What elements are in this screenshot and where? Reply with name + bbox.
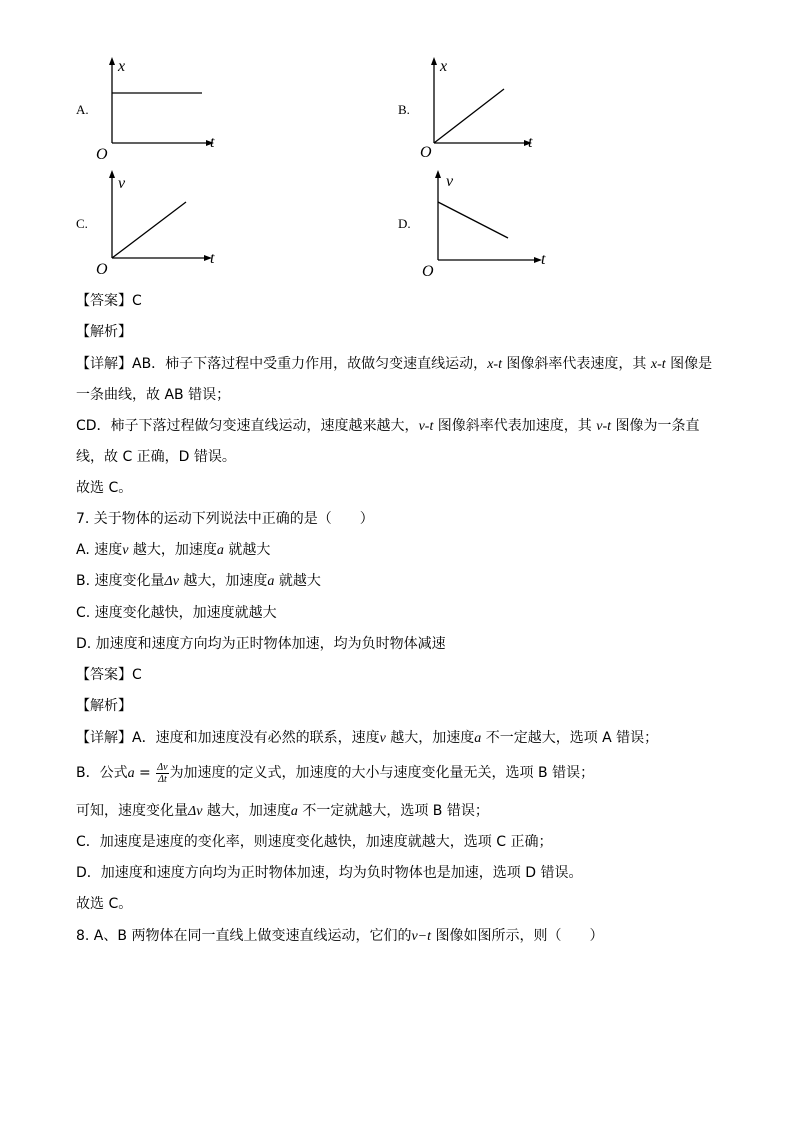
q6-detail-line-1 [76, 354, 712, 375]
option-b-label: B. [398, 102, 410, 117]
q6-detail-tag: 【详解】 [76, 356, 132, 372]
q6-d1-var-1: x-t [487, 357, 502, 372]
graph-c-curve [112, 202, 186, 258]
q7-e1-var-v: v [379, 731, 386, 746]
q7-detail-line-2 [76, 761, 594, 786]
q6-detail-line-4: 线，故 C 正确，D 错误。 [76, 449, 236, 465]
q7-opt-b-text-b: 越大，加速度 [178, 573, 268, 589]
q6-d1-text-b: 图像斜率代表速度，其 [501, 356, 651, 372]
graph-b-xt-rising [410, 55, 550, 165]
q7-e2-text-b: 为加速度的定义式，加速度的大小与速度变化量无关，选项 B 错误； [169, 765, 595, 781]
q7-e1-text-b: 越大，加速度 [385, 730, 475, 746]
q7-detail-line-3 [76, 801, 489, 822]
q7-option-a [76, 540, 270, 561]
q6-detail-line-2: 一条曲线，故 AB 错误； [76, 387, 231, 403]
q7-detail-line-4: C．加速度是速度的变化率，则速度变化越快，加速度就越大，选项 C 正确； [76, 834, 553, 850]
graph-b-origin: O [420, 144, 432, 161]
graph-a-y-label: x [118, 58, 126, 75]
graph-d-vt-falling [410, 168, 560, 282]
q8-stem-text-b: 图像如图所示，则（ ） [431, 928, 604, 944]
q7-e1-var-a: a [474, 731, 482, 746]
q7-e2-fraction [156, 762, 168, 785]
q7-answer-value: C [132, 667, 142, 683]
graph-d-y-label: v [446, 173, 454, 190]
q6-d3-text-a: CD．柿子下落过程做匀变速直线运动，速度越来越大， [76, 418, 419, 434]
q7-e3-text-a: 可知，速度变化量 [76, 803, 188, 819]
graph-d-curve [438, 202, 508, 238]
q7-e2-equals: = [134, 765, 156, 781]
q7-detail-line-1 [76, 728, 658, 749]
q8-stem [76, 926, 603, 947]
q7-opt-b-text-a: B. 速度变化量 [76, 573, 165, 589]
graph-c-y-arrow [109, 170, 115, 178]
graph-b-curve [434, 89, 504, 143]
q6-d3-text-c: 图像为一条直 [611, 418, 700, 434]
q7-e1-text-c: 不一定越大，选项 A 错误； [481, 730, 659, 746]
q7-opt-b-var-dv: Δv [164, 574, 179, 589]
option-a-label: A. [76, 102, 89, 117]
option-d-label: D. [398, 216, 411, 231]
q7-opt-b-var-a: a [267, 574, 275, 589]
q7-option-d: D. 加速度和速度方向均为正时物体加速，均为负时物体减速 [76, 636, 446, 652]
graph-d-x-label: t [541, 251, 546, 268]
q7-option-b [76, 571, 321, 592]
q6-conclusion: 故选 C。 [76, 480, 133, 496]
graph-c-x-label: t [210, 250, 215, 267]
q8-stem-text-a: 8. A、B 两物体在同一直线上做变速直线运动，它们的 [76, 928, 412, 944]
q6-answer [76, 291, 142, 311]
graph-b-y-arrow [431, 57, 437, 65]
graph-a-y-arrow [109, 57, 115, 65]
q7-analysis-tag: 【解析】 [76, 698, 132, 714]
q7-option-c: C. 速度变化越快，加速度就越大 [76, 605, 277, 621]
graph-a-origin: O [96, 146, 108, 163]
q6-d3-var-1: v-t [418, 419, 434, 434]
q7-opt-a-text-b: 越大，加速度 [128, 542, 217, 558]
graph-d-y-arrow [435, 170, 441, 178]
q6-answer-tag: 【答案】 [76, 293, 132, 309]
q7-conclusion: 故选 C。 [76, 896, 133, 912]
q7-opt-a-text-c: 就越大 [223, 542, 271, 558]
q7-stem: 7. 关于物体的运动下列说法中正确的是（ ） [76, 511, 374, 527]
q7-answer-tag: 【答案】 [76, 667, 132, 683]
q6-d1-text-a: AB．柿子下落过程中受重力作用，故做匀变速直线运动， [132, 356, 488, 372]
q7-e2-var-a: a [127, 766, 135, 781]
q7-e3-var-dv: Δv [188, 804, 203, 819]
q6-d1-text-c: 图像是 [665, 356, 713, 372]
option-c-label: C. [76, 216, 88, 231]
graph-d-origin: O [422, 263, 434, 280]
q6-analysis-tag: 【解析】 [76, 324, 132, 340]
graph-a-x-label: t [210, 134, 215, 151]
q7-detail-line-5: D．加速度和速度方向均为正时物体加速，均为负时物体也是加速，选项 D 错误。 [76, 865, 583, 881]
q7-answer [76, 665, 142, 685]
q7-e2-text-a: B．公式 [76, 765, 128, 781]
q6-d3-var-2: v-t [596, 419, 611, 434]
q7-e1-text-a: A．速度和加速度没有必然的联系，速度 [132, 730, 380, 746]
graph-c-y-label: v [118, 175, 126, 192]
q6-d3-text-b: 图像斜率代表加速度，其 [433, 418, 597, 434]
graph-c-vt-rising [88, 168, 228, 280]
q6-answer-value: C [132, 293, 142, 309]
q7-opt-a-var-a: a [216, 543, 224, 558]
q7-e3-text-b: 越大，加速度 [202, 803, 291, 819]
q7-e2-denominator: Δt [158, 773, 167, 785]
q7-opt-a-text-a: A. 速度 [76, 542, 123, 558]
q6-detail-line-3 [76, 416, 699, 437]
q8-stem-var: v−t [411, 929, 432, 944]
q7-e3-text-c: 不一定就越大，选项 B 错误； [297, 803, 489, 819]
graph-a-xt-horizontal [88, 55, 228, 165]
q7-detail-tag: 【详解】 [76, 730, 132, 746]
graph-c-origin: O [96, 261, 108, 278]
q6-d1-var-2: x-t [650, 357, 666, 372]
graph-b-x-label: t [528, 134, 533, 151]
q7-e3-var-a: a [290, 804, 298, 819]
graph-b-y-label: x [440, 58, 448, 75]
q7-opt-b-text-c: 就越大 [274, 573, 321, 589]
q7-opt-a-var-v: v [122, 543, 129, 558]
q7-e2-numerator: Δv [157, 761, 168, 773]
